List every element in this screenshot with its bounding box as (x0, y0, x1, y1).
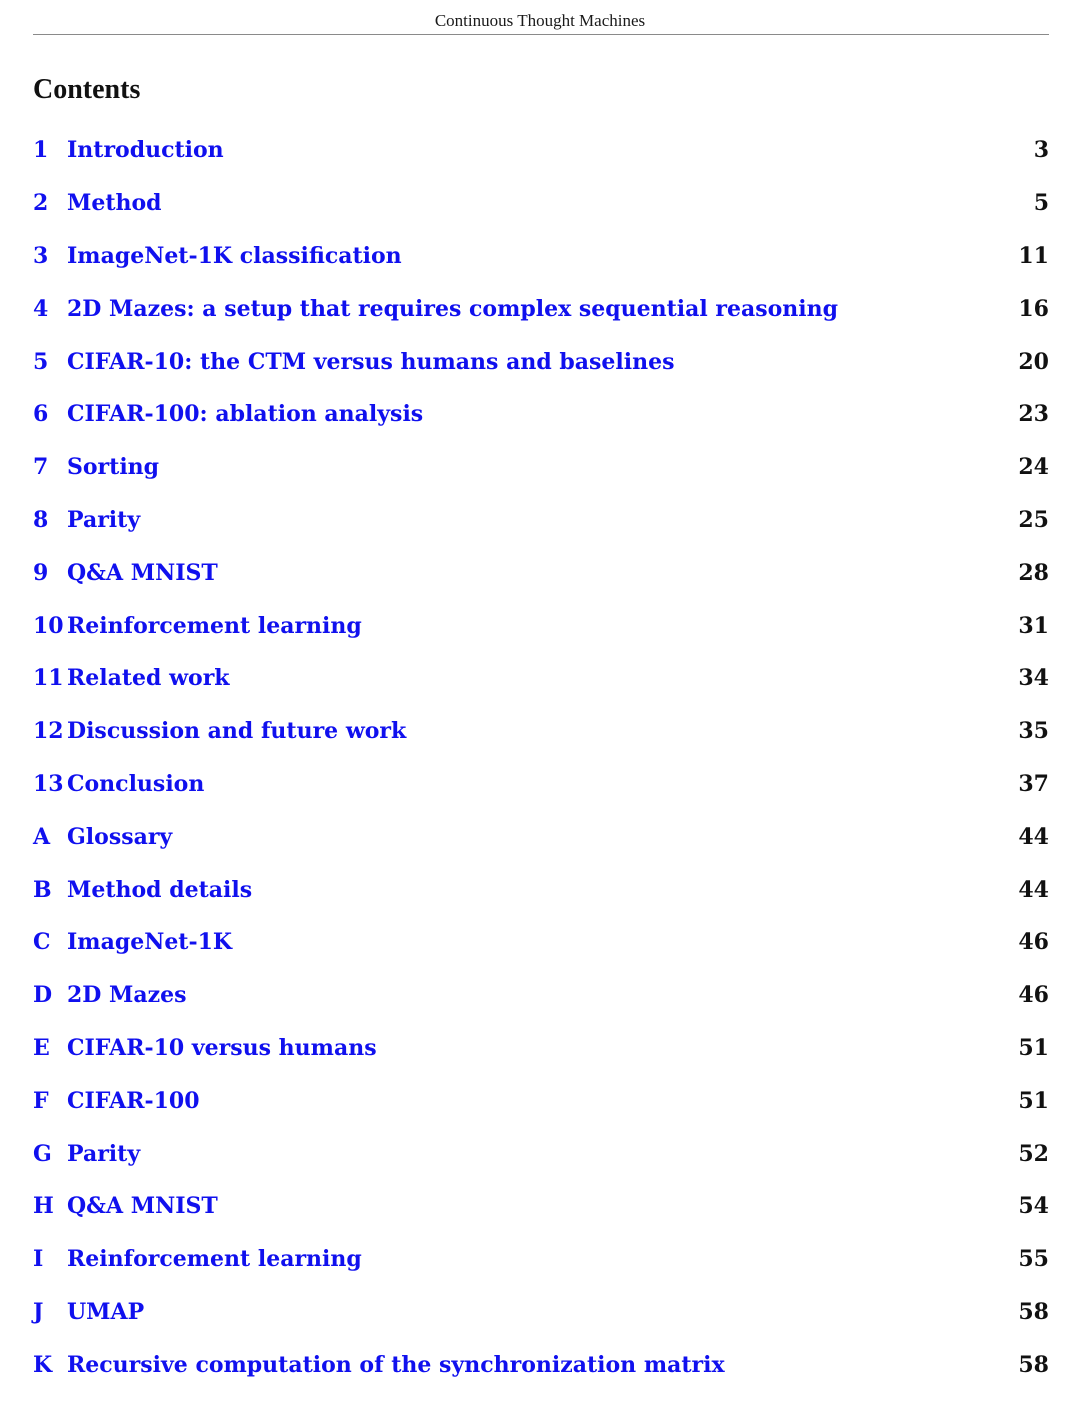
toc-entry-title: Sorting (67, 454, 160, 481)
toc-entry-page: 25 (1018, 506, 1049, 533)
toc-entry-title: Introduction (67, 137, 224, 164)
toc-entry-number: 12 (33, 718, 64, 745)
toc-entry-title: Glossary (67, 823, 173, 850)
toc-entry-4[interactable] (33, 282, 1049, 335)
toc-entry-title: CIFAR-10 versus humans (67, 1034, 377, 1061)
toc-entry-number: 6 (33, 401, 49, 428)
toc-entry-1[interactable] (33, 124, 1049, 177)
toc-entry-title: Reinforcement learning (67, 612, 362, 639)
toc-entry-10[interactable] (33, 599, 1049, 652)
toc-entry-number: C (33, 929, 51, 956)
toc-entry-title: ImageNet-1K classification (67, 242, 402, 269)
toc-entry-page: 28 (1018, 559, 1049, 586)
toc-entry-number: 3 (33, 242, 49, 269)
toc-entry-title: CIFAR-100 (67, 1087, 200, 1114)
toc-entry-number: E (33, 1034, 50, 1061)
toc-entry-page: 55 (1018, 1246, 1049, 1273)
toc-entry-11[interactable] (33, 652, 1049, 705)
toc-entry-title: CIFAR-10: the CTM versus humans and baselines (67, 348, 675, 375)
toc-entry-number: 1 (33, 137, 49, 164)
toc-entry-2[interactable] (33, 177, 1049, 230)
toc-entry-page: 52 (1018, 1140, 1049, 1167)
toc-entry-C[interactable] (33, 916, 1049, 969)
toc-entry-title: Method (67, 190, 162, 217)
toc-entry-J[interactable] (33, 1286, 1049, 1339)
toc-entry-title: Q&A MNIST (67, 1193, 218, 1220)
toc-entry-number: 11 (33, 665, 64, 692)
toc-entry-title: CIFAR-100: ablation analysis (67, 401, 424, 428)
toc-entry-8[interactable] (33, 494, 1049, 547)
toc-entry-page: 44 (1018, 823, 1049, 850)
toc-entry-page: 35 (1018, 718, 1049, 745)
toc-entry-title: UMAP (67, 1298, 145, 1325)
toc-entry-number: 7 (33, 454, 49, 481)
toc-entry-page: 37 (1018, 770, 1049, 797)
toc-entry-title: Recursive computation of the synchronization matrix (67, 1351, 725, 1378)
toc-entry-title: Parity (67, 506, 141, 533)
toc-entry-title: Method details (67, 876, 253, 903)
toc-entry-page: 51 (1018, 1087, 1049, 1114)
toc-entry-number: J (33, 1298, 44, 1325)
toc-entry-title: 2D Mazes: a setup that requires complex sequential reasoning (67, 295, 839, 322)
toc-entry-title: Related work (67, 665, 230, 692)
toc-entry-page: 24 (1018, 454, 1049, 481)
toc-entry-page: 58 (1018, 1298, 1049, 1325)
toc-entry-number: 13 (33, 770, 64, 797)
toc-entry-7[interactable] (33, 441, 1049, 494)
toc-entry-number: 8 (33, 506, 49, 533)
toc-entry-title: Reinforcement learning (67, 1246, 362, 1273)
contents-heading: Contents (33, 74, 141, 105)
running-header: Continuous Thought Machines (434, 11, 646, 30)
toc-entry-number: A (33, 823, 51, 850)
toc-entry-B[interactable] (33, 863, 1049, 916)
toc-entry-number: B (33, 876, 52, 903)
toc-entry-D[interactable] (33, 969, 1049, 1022)
table-of-contents (33, 124, 1049, 1391)
toc-entry-page: 51 (1018, 1034, 1049, 1061)
toc-entry-page: 11 (1018, 242, 1049, 269)
toc-entry-page: 44 (1018, 876, 1049, 903)
toc-entry-number: 10 (33, 612, 64, 639)
toc-entry-number: F (33, 1087, 49, 1114)
toc-entry-number: 2 (33, 190, 49, 217)
toc-entry-number: G (33, 1140, 52, 1167)
toc-entry-title: Parity (67, 1140, 141, 1167)
toc-entry-number: I (33, 1246, 44, 1273)
toc-entry-9[interactable] (33, 546, 1049, 599)
toc-entry-I[interactable] (33, 1233, 1049, 1286)
toc-entry-number: 9 (33, 559, 49, 586)
toc-entry-page: 54 (1018, 1193, 1049, 1220)
toc-entry-page: 31 (1018, 612, 1049, 639)
toc-entry-A[interactable] (33, 810, 1049, 863)
toc-entry-5[interactable] (33, 335, 1049, 388)
toc-entry-page: 20 (1018, 348, 1049, 375)
toc-entry-E[interactable] (33, 1022, 1049, 1075)
toc-entry-G[interactable] (33, 1127, 1049, 1180)
toc-entry-number: D (33, 982, 53, 1009)
toc-entry-number: 5 (33, 348, 49, 375)
toc-entry-page: 23 (1018, 401, 1049, 428)
toc-entry-6[interactable] (33, 388, 1049, 441)
toc-entry-page: 46 (1018, 982, 1049, 1009)
toc-entry-page: 3 (1033, 137, 1049, 164)
toc-entry-title: ImageNet-1K (67, 929, 233, 956)
toc-entry-number: K (33, 1351, 53, 1378)
toc-entry-number: H (33, 1193, 54, 1220)
toc-entry-page: 16 (1018, 295, 1049, 322)
toc-entry-12[interactable] (33, 705, 1049, 758)
toc-entry-title: Discussion and future work (67, 718, 407, 745)
toc-entry-F[interactable] (33, 1074, 1049, 1127)
toc-entry-K[interactable] (33, 1338, 1049, 1391)
toc-entry-number: 4 (33, 295, 49, 322)
toc-entry-page: 5 (1033, 190, 1049, 217)
toc-entry-page: 58 (1018, 1351, 1049, 1378)
toc-entry-H[interactable] (33, 1180, 1049, 1233)
header-rule (33, 34, 1049, 35)
toc-entry-3[interactable] (33, 230, 1049, 283)
toc-entry-title: Conclusion (67, 770, 205, 797)
toc-entry-page: 46 (1018, 929, 1049, 956)
toc-entry-13[interactable] (33, 758, 1049, 811)
toc-entry-page: 34 (1018, 665, 1049, 692)
toc-entry-title: Q&A MNIST (67, 559, 218, 586)
toc-entry-title: 2D Mazes (67, 982, 187, 1009)
